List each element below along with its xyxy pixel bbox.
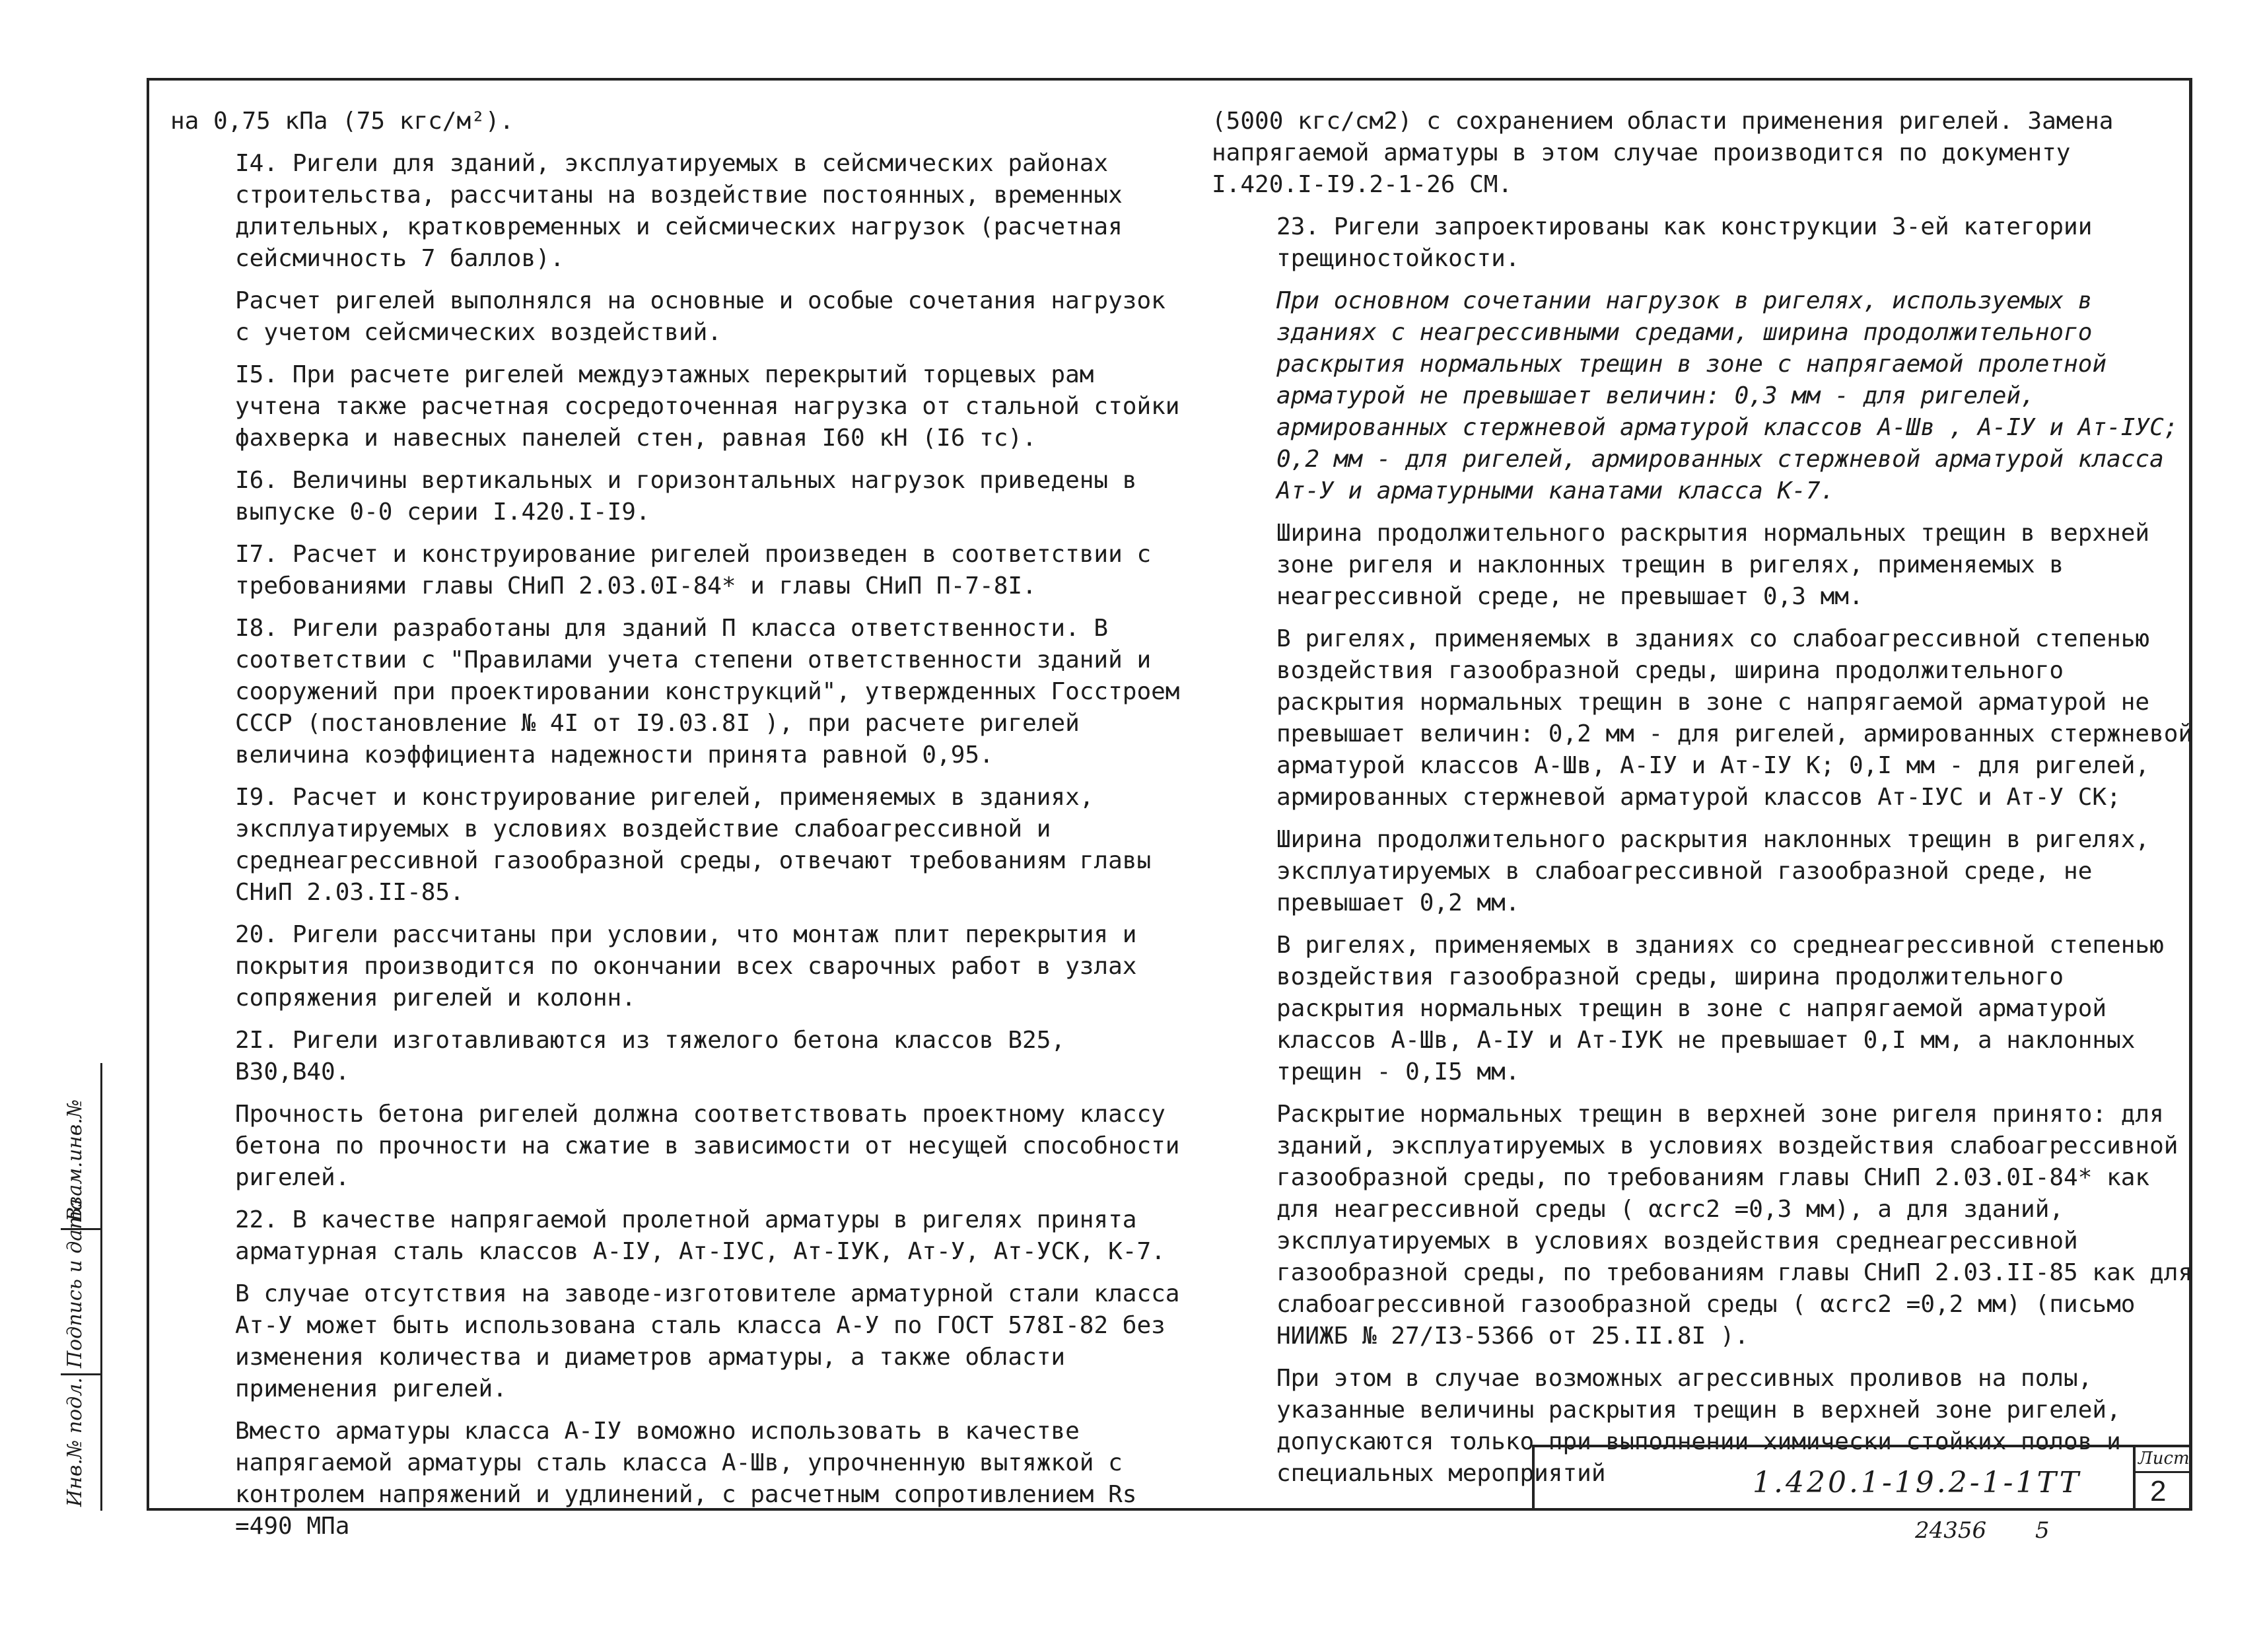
title-block (1532, 1445, 2192, 1511)
right-text-column (1212, 106, 2196, 1500)
page-count-number: 5 (2035, 1517, 2050, 1544)
paragraph: I7. Расчет и конструирование ригелей произведен в соответствии с требованиями главы СНиП 2.03.0I-84* и главы СНиП П-7-8I. (235, 541, 1152, 600)
paragraph: При этом в случае возможных агрессивных проливов на полы, указанные величины раскрытия трещин в верхней зоне ригелей, допускаются только при выполнении химически стойких полов и специальных мероприятий (1276, 1365, 2121, 1487)
paragraph: 20. Ригели рассчитаны при условии, что монтаж плит перекрытия и покрытия производится по окончании всех сварочных работ в узлах сопряжения ригелей и колонн. (235, 921, 1137, 1012)
paragraph: В ригелях, применяемых в зданиях со слабоагрессивной степенью воздействия газообразной среды, ширина продолжительного раскрытия нормальных трещин в зоне с напрягаемой арматурой не превышает величин: 0,2 мм - для ригелей, армированных стержневой арматурой классов А-Шв, А-IУ и Ат-IУ К; 0,I мм - для ригелей, армированных стержневой арматурой классов Ат-IУС и Ат-У СК; (1276, 625, 2193, 811)
side-stamp-label: Инв.№ подл. (63, 1377, 87, 1507)
paragraph: Ширина продолжительного раскрытия наклонных трещин в ригелях, эксплуатируемых в слабоагрессивной газообразной среде, не превышает 0,2 мм. (1276, 826, 2150, 916)
paragraph: В ригелях, применяемых в зданиях со среднеагрессивной степенью воздействия газообразной среды, ширина продолжительного раскрытия нормальных трещин в зоне с напрягаемой арматурой классов А-Шв, А-IУ и Ат-IУК не превышает 0,I мм, а наклонных трещин - 0,I5 мм. (1276, 932, 2164, 1085)
paragraph: I5. При расчете ригелей междуэтажных перекрытий торцевых рам учтена также расчетная сосредоточенная нагрузка от стальной стойки фахверка и навесных панелей стен, равная I60 кН (I6 тс). (235, 361, 1180, 452)
side-stamp-divider (61, 1373, 100, 1375)
side-stamp (61, 1063, 147, 1511)
paragraph: 23. Ригели запроектированы как конструкции 3-ей категории трещиностойкости. (1276, 213, 2093, 272)
paragraph: I9. Расчет и конструирование ригелей, применяемых в зданиях, эксплуатируемых в условиях воздействие слабоагрессивной и среднеагрессивной газообразной среды, отвечают требованиям главы СНиП 2.03.II-85. (235, 784, 1152, 906)
paragraph: Вместо арматуры класса А-IУ воможно использовать в качестве напрягаемой арматуры сталь класса А-Шв, упрочненную вытяжкой с контролем напряжений и удлинений, с расчетным сопротивлением Rs =490 МПа (235, 1418, 1137, 1540)
paragraph: I6. Величины вертикальных и горизонтальных нагрузок приведены в выпуске 0-0 серии I.420.I-I9. (235, 467, 1137, 526)
paragraph: (5000 кгс/см2) с сохранением области применения ригелей. Замена напрягаемой арматуры в этом случае производится по документу I.420.I-I9.2-1-26 СМ. (1212, 108, 2114, 198)
side-stamp-label: Подпись и дата (63, 1198, 87, 1368)
paragraph: на 0,75 кПа (75 кгс/м²). (170, 108, 514, 135)
sheet-label: Лист (2138, 1449, 2190, 1468)
sheet-number-box (2133, 1447, 2192, 1511)
document-code: 1.420.1-19.2-1-1TT (1753, 1466, 2082, 1499)
paragraph: 2I. Ригели изготавливаются из тяжелого бетона классов В25, В30,В40. (235, 1027, 1066, 1085)
paragraph: I4. Ригели для зданий, эксплуатируемых в сейсмических районах строительства, рассчитаны на воздействие постоянных, временных длительных, кратковременных и сейсмических нагрузок (расчетная сейсмичность 7 баллов). (235, 150, 1123, 272)
left-text-column (170, 106, 1187, 1553)
paragraph: Расчет ригелей выполнялся на основные и особые сочетания нагрузок с учетом сейсмических воздействий. (235, 287, 1166, 346)
paragraph: 22. В качестве напрягаемой пролетной арматуры в ригелях принята арматурная сталь классов А-IУ, Ат-IУС, Ат-IУК, Ат-У, Ат-УСК, К-7. (235, 1206, 1166, 1265)
side-stamp-label: Взам.инв.№ (63, 1099, 87, 1222)
paragraph: При основном сочетании нагрузок в ригелях, используемых в зданиях с неагрессивными средами, ширина продолжительного раскрытия нормальных трещин в зоне с напрягаемой пролетной арматурой не превышает величин: 0,3 мм - для ригелей, армированных стержневой арматурой классов А-Шв , А-IУ и Ат-IУС; 0,2 мм - для ригелей, армированных стержневой арматурой класса Ат-У и арматурными канатами класса К-7. (1276, 287, 2178, 504)
paragraph: Раскрытие нормальных трещин в верхней зоне ригеля принято: для зданий, эксплуатируемых в условиях воздействия слабоагрессивной газообразной среды, по требованиям главы СНиП 2.03.0I-84* как для неагрессивной среды ( αcrc2 =0,3 мм), а для зданий, эксплуатируемых в условиях воздействия среднеагрессивной газообразной среды, по требованиям главы СНиП 2.03.II-85 как для слабоагрессивной газообразной среды ( αcrc2 =0,2 мм) (письмо НИИЖБ № 27/I3-5366 от 25.II.8I ). (1276, 1101, 2193, 1350)
sheet-number: 2 (2150, 1475, 2167, 1507)
paragraph: Ширина продолжительного раскрытия нормальных трещин в верхней зоне ригеля и наклонных трещин в ригелях, применяемых в неагрессивной среде, не превышает 0,3 мм. (1276, 520, 2150, 610)
paragraph: Прочность бетона ригелей должна соответствовать проектному классу бетона по прочности на сжатие в зависимости от несущей способности ригелей. (235, 1101, 1180, 1191)
paragraph: В случае отсутствия на заводе-изготовителе арматурной стали класса Ат-У может быть использована сталь класса А-У по ГОСТ 578I-82 без изменения количества и диаметров арматуры, а также области применения ригелей. (235, 1280, 1180, 1402)
sheet-box-divider (2136, 1471, 2192, 1473)
archive-number: 24356 (1915, 1517, 1987, 1544)
paragraph: I8. Ригели разработаны для зданий П класса ответственности. В соответствии с "Правилами учета степени ответственности зданий и сооружений при проектировании конструкций", утвержденных Госстроем СССР (постановление № 4I от I9.03.8I ), при расчете ригелей величина коэффициента надежности принята равной 0,95. (235, 615, 1180, 769)
